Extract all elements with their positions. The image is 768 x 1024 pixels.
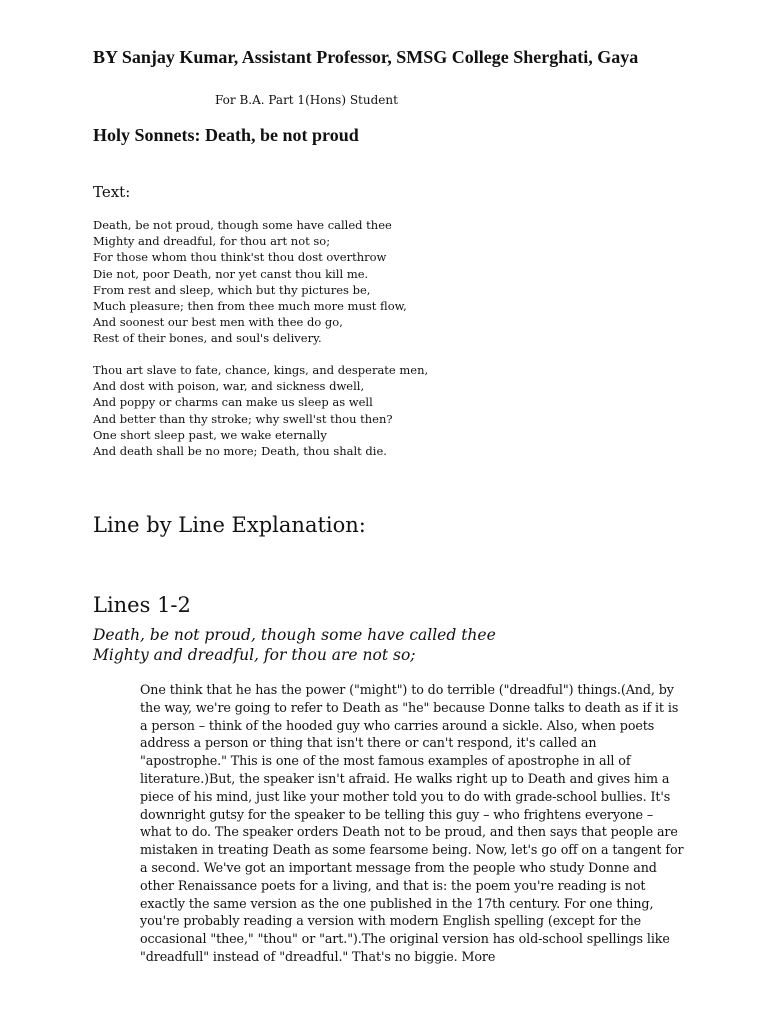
poem-line: And soonest our best men with thee do go, xyxy=(93,315,343,330)
poem-line: And poppy or charms can make us sleep as well xyxy=(93,395,373,410)
author-line: BY Sanjay Kumar, Assistant Professor, SMSG College Sherghati, Gaya xyxy=(93,47,639,67)
poem-line: Rest of their bones, and soul's delivery. xyxy=(93,331,322,346)
explanation-heading: Line by Line Explanation: xyxy=(93,513,366,537)
document-title: Holy Sonnets: Death, be not proud xyxy=(93,125,359,145)
poem-line: And better than thy stroke; why swell'st thou then? xyxy=(93,411,393,426)
quoted-line: Mighty and dreadful, for thou are not so; xyxy=(93,646,416,664)
explanation-paragraph: One think that he has the power ("might") to do terrible ("dreadful") things.(And, by the way, we're going to refer to Death as "he" because Donne talks to death as if it is a person – think of the hooded guy who carries around a sickle. Also, when poets address a person or thing that isn't there or can't respond, it's called an "apostrophe." This is one of the most famous examples of apostrophe in all of literature.)But, the speaker isn't afraid. He walks right up to Death and gives him a piece of his mind, just like your mother told you to do with grade-school bullies. It's downright gutsy for the speaker to be telling this guy – who frightens everyone – what to do. The speaker orders Death not to be proud, and then says that people are mistaken in treating Death as some fearsome being. Now, let's go off on a tangent for a second. We've got an important message from the people who study Donne and other Renaissance poets for a living, and that is: the poem you're reading is not exactly the same version as the one published in the 17th century. For one thing, you're probably reading a version with modern English spelling (except for the occasional "thee," "thou" or "art.").The original version has old-school spellings like "dreadfull" instead of "dreadful." That's no biggie. More xyxy=(140,682,684,964)
audience-line: For B.A. Part 1(Hons) Student xyxy=(215,93,398,107)
poem-line: From rest and sleep, which but thy pictures be, xyxy=(93,282,371,297)
poem-stanza-2 xyxy=(93,362,428,459)
poem-line: One short sleep past, we wake eternally xyxy=(93,427,327,442)
poem-stanza-1 xyxy=(93,217,407,347)
poem-line: Death, be not proud, though some have called thee xyxy=(93,218,392,232)
poem-line: Thou art slave to fate, chance, kings, and desperate men, xyxy=(93,363,429,377)
poem-line: Mighty and dreadful, for thou art not so; xyxy=(93,234,331,249)
poem-line: For those whom thou think'st thou dost overthrow xyxy=(93,250,387,265)
text-label: Text: xyxy=(93,183,131,201)
quoted-line: Death, be not proud, though some have called thee xyxy=(93,626,496,644)
poem-line: And dost with poison, war, and sickness dwell, xyxy=(93,379,365,394)
poem-line: And death shall be no more; Death, thou shalt die. xyxy=(93,444,387,459)
poem-line: Much pleasure; then from thee much more must flow, xyxy=(93,299,407,314)
lines-heading: Lines 1-2 xyxy=(93,593,191,617)
quoted-lines xyxy=(93,625,496,665)
poem-line: Die not, poor Death, nor yet canst thou kill me. xyxy=(93,266,369,281)
